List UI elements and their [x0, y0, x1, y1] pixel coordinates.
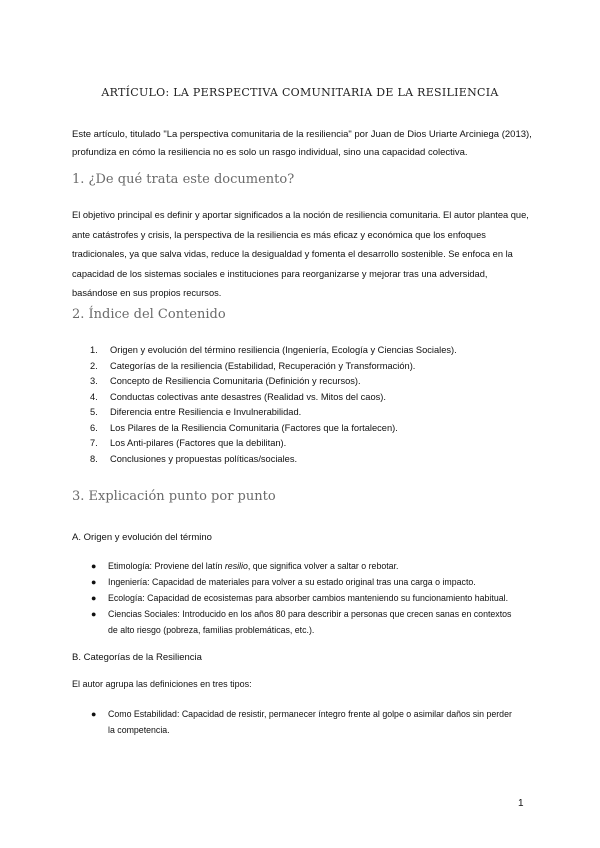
- list-item: [72, 606, 512, 638]
- subsection-b-heading: B. Categorías de la Resiliencia: [72, 652, 202, 663]
- section-3-heading: 3. Explicación punto por punto: [72, 489, 276, 504]
- list-item-emphasis: resilio: [224, 561, 248, 571]
- list-item: [72, 590, 512, 606]
- list-item-text: Los Anti-pilares (Factores que la debilitan).: [110, 438, 287, 448]
- bullet-icon: ●: [91, 609, 97, 619]
- list-item: [72, 405, 512, 421]
- list-item-number: 5.: [90, 407, 98, 417]
- list-item: [72, 558, 512, 574]
- list-item: [72, 421, 512, 437]
- list-item-text: Diferencia entre Resiliencia e Invulnerabilidad.: [110, 407, 302, 417]
- subsection-b-list: [72, 706, 512, 738]
- page-title: ARTÍCULO: LA PERSPECTIVA COMUNITARIA DE LA RESILIENCIA: [101, 86, 499, 99]
- list-item-text: Los Pilares de la Resiliencia Comunitaria (Factores que la fortalecen).: [110, 422, 398, 433]
- list-item-text-lead: Ecología: Capacidad de ecosistemas para absorber cambios manteniendo su funcionamiento habitual.: [108, 593, 509, 603]
- list-item-text-lead: Etimología: Proviene del latín: [108, 561, 225, 571]
- list-item-text: Conductas colectivas ante desastres (Realidad vs. Mitos del caos).: [110, 391, 386, 402]
- bullet-icon: ●: [91, 577, 97, 587]
- list-item-number: 6.: [90, 422, 98, 433]
- section-2-heading: 2. Índice del Contenido: [72, 307, 226, 322]
- list-item: [72, 574, 512, 590]
- list-item-number: 7.: [90, 438, 98, 448]
- list-item-number: 2.: [90, 360, 98, 371]
- list-item: [72, 436, 512, 452]
- intro-paragraph: Este artículo, titulado "La perspectiva comunitaria de la resiliencia" por Juan de Dios Uriarte Arciniega (2013), profundiza en cómo la resiliencia no es solo un rasgo individual, sino una capacidad colectiva.: [72, 129, 532, 158]
- bullet-icon: ●: [91, 561, 97, 571]
- list-item-number: 4.: [90, 391, 98, 402]
- page-number: 1: [518, 798, 524, 809]
- subsection-a-heading: A. Origen y evolución del término: [72, 532, 212, 543]
- list-item-text-lead: Ciencias Sociales: Introducido en los años 80 para describir a personas que crecen sanas en contextos de alto riesgo (pobreza, familias problemáticas, etc.).: [108, 609, 512, 635]
- list-item-text-tail: , que significa volver a saltar o rebotar.: [247, 561, 399, 571]
- list-item-number: 8.: [90, 453, 98, 464]
- list-item-text: Origen y evolución del término resiliencia (Ingeniería, Ecología y Ciencias Sociales).: [110, 345, 457, 355]
- subsection-b-intro: El autor agrupa las definiciones en tres tipos:: [72, 679, 252, 689]
- list-item: [72, 374, 512, 390]
- content-index-list: [72, 343, 512, 467]
- list-item: [72, 390, 512, 406]
- list-item-text: Concepto de Resiliencia Comunitaria (Definición y recursos).: [110, 376, 361, 386]
- list-item: [72, 343, 512, 359]
- bullet-icon: ●: [91, 593, 97, 603]
- list-item: [72, 452, 512, 468]
- list-item-text: Como Estabilidad: Capacidad de resistir, permanecer íntegro frente al golpe o asimilar daños sin perder la competencia.: [108, 709, 512, 735]
- subsection-a-list: [72, 558, 512, 638]
- list-item-text-lead: Ingeniería: Capacidad de materiales para volver a su estado original tras una carga o impacto.: [108, 577, 476, 587]
- section-1-body: El objetivo principal es definir y aportar significados a la noción de resiliencia comunitaria. El autor plantea que, ante catástrofes y crisis, la perspectiva de la resiliencia es más eficaz y económica que los enfoques tradicionales, ya que salva vidas, reduce la desigualdad y fomenta el desarrollo sostenible. Se enfoca en la capacidad de los sistemas sociales e instituciones para reorganizarse y mejorar tras una adversidad, basándose en sus propios recursos.: [72, 210, 529, 298]
- list-item-number: 3.: [90, 376, 98, 386]
- list-item: [72, 359, 512, 375]
- list-item: [72, 706, 512, 738]
- bullet-icon: ●: [91, 709, 97, 719]
- list-item-text: Categorías de la resiliencia (Estabilidad, Recuperación y Transformación).: [110, 360, 416, 371]
- section-1-heading: 1. ¿De qué trata este documento?: [72, 172, 295, 187]
- list-item-number: 1.: [90, 345, 98, 355]
- list-item-text: Conclusiones y propuestas políticas/sociales.: [110, 453, 298, 464]
